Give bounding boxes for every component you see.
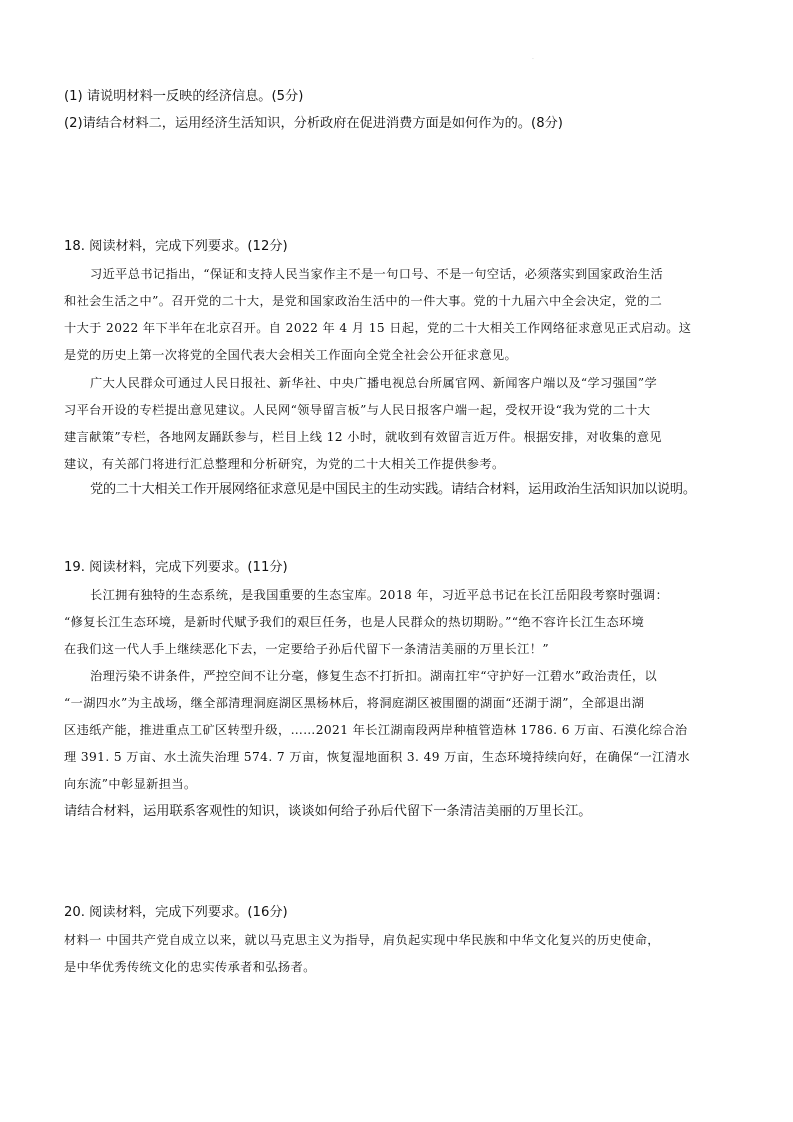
q18-material-line: 是党的历史上第一次将党的全国代表大会相关工作面向全党全社会公开征求意见。 [64,348,518,362]
q19-material-line: “一湖四水”为主战场，继全部清理洞庭湖区黑杨林后，将洞庭湖区被围圈的湖面“还湖于湖”，全部退出湖 [64,696,645,710]
q18-question: 党的二十大相关工作开展网络征求意见是中国民主的生动实践。请结合材料，运用政治生活知识加以说明。 [90,482,696,497]
q19-material-line: “修复长江生态环境，是新时代赋予我们的艰巨任务，也是人民群众的热切期盼。”“绝不容许长江生态环境 [64,615,645,629]
q18-material-line: 十大于 2022 年下半年在北京召开。自 2022 年 4 月 15 日起，党的二十大相关工作网络征求意见正式启动。这 [64,321,692,335]
q19-heading: 19. 阅读材料，完成下列要求。(11分) [64,560,288,575]
q20-heading: 20. 阅读材料，完成下列要求。(16分) [64,905,288,920]
q19-material-line: 理 391. 5 万亩、水土流失治理 574. 7 万亩，恢复湿地面积 3. 49 万亩，生态环境持续向好，在确保“一江清水 [64,750,690,764]
q19-question: 请结合材料，运用联系客观性的知识，谈谈如何给子孙后代留下一条清洁美丽的万里长江。 [64,804,592,819]
q18-material-line: 建言献策”专栏，各地网友踊跃参与，栏目上线 12 小时，就收到有效留言近万件。根据安排，对收集的意见 [64,430,662,444]
q19-material-line: 长江拥有独特的生态系统，是我国重要的生态宝库。2018 年，习近平总书记在长江岳阳段考察时强调： [90,588,669,602]
q19-material-line: 区违纸产能，推进重点工矿区转型升级，……2021 年长江湖南段两岸种植管造林 1786. 6 万亩、石漠化综合治 [64,723,688,737]
q18-material-line: 和社会生活之中”。召开党的二十大，是党和国家政治生活中的一件大事。党的十九届六中全会决定，党的二 [64,294,663,308]
q18-material-line: 习近平总书记指出，“保证和支持人民当家作主不是一句口号、不是一句空话，必须落实到国家政治生活 [90,267,664,281]
q18-heading: 18. 阅读材料，完成下列要求。(12分) [64,239,288,254]
q19-material-line: 治理污染不讲条件，严控空间不让分毫，修复生态不打折扣。湖南扛牢“守护好一江碧水”政治责任，以 [90,669,658,683]
q20-material-line: 是中华优秀传统文化的忠实传承者和弘扬者。 [64,960,316,974]
q18-material-line: 广大人民群众可通过人民日报社、新华社、中央广播电视总台所属官网、新闻客户端以及“学习强国”学 [90,376,658,390]
q19-material-line: 在我们这一代人手上继续恶化下去，一定要给子孙后代留下一条清洁美丽的万里长江！” [64,642,549,656]
q17-part1: (1) 请说明材料一反映的经济信息。(5分) [64,89,304,104]
page-mark: · [532,56,534,63]
q19-material-line: 向东流”中彰显新担当。 [64,777,197,791]
q17-part2: (2)请结合材料二，运用经济生活知识，分析政府在促进消费方面是如何作为的。(8分) [64,116,563,131]
q20-material-line: 材料一 中国共产党自成立以来，就以马克思主义为指导，肩负起实现中华民族和中华文化复兴的历史使命， [64,933,660,947]
q18-material-line: 习平台开设的专栏提出意见建议。人民网“领导留言板”与人民日报客户端一起，受权开设“我为党的二十大 [64,403,651,417]
q18-material-line: 建议，有关部门将进行汇总整理和分析研究，为党的二十大相关工作提供参考。 [64,457,505,471]
